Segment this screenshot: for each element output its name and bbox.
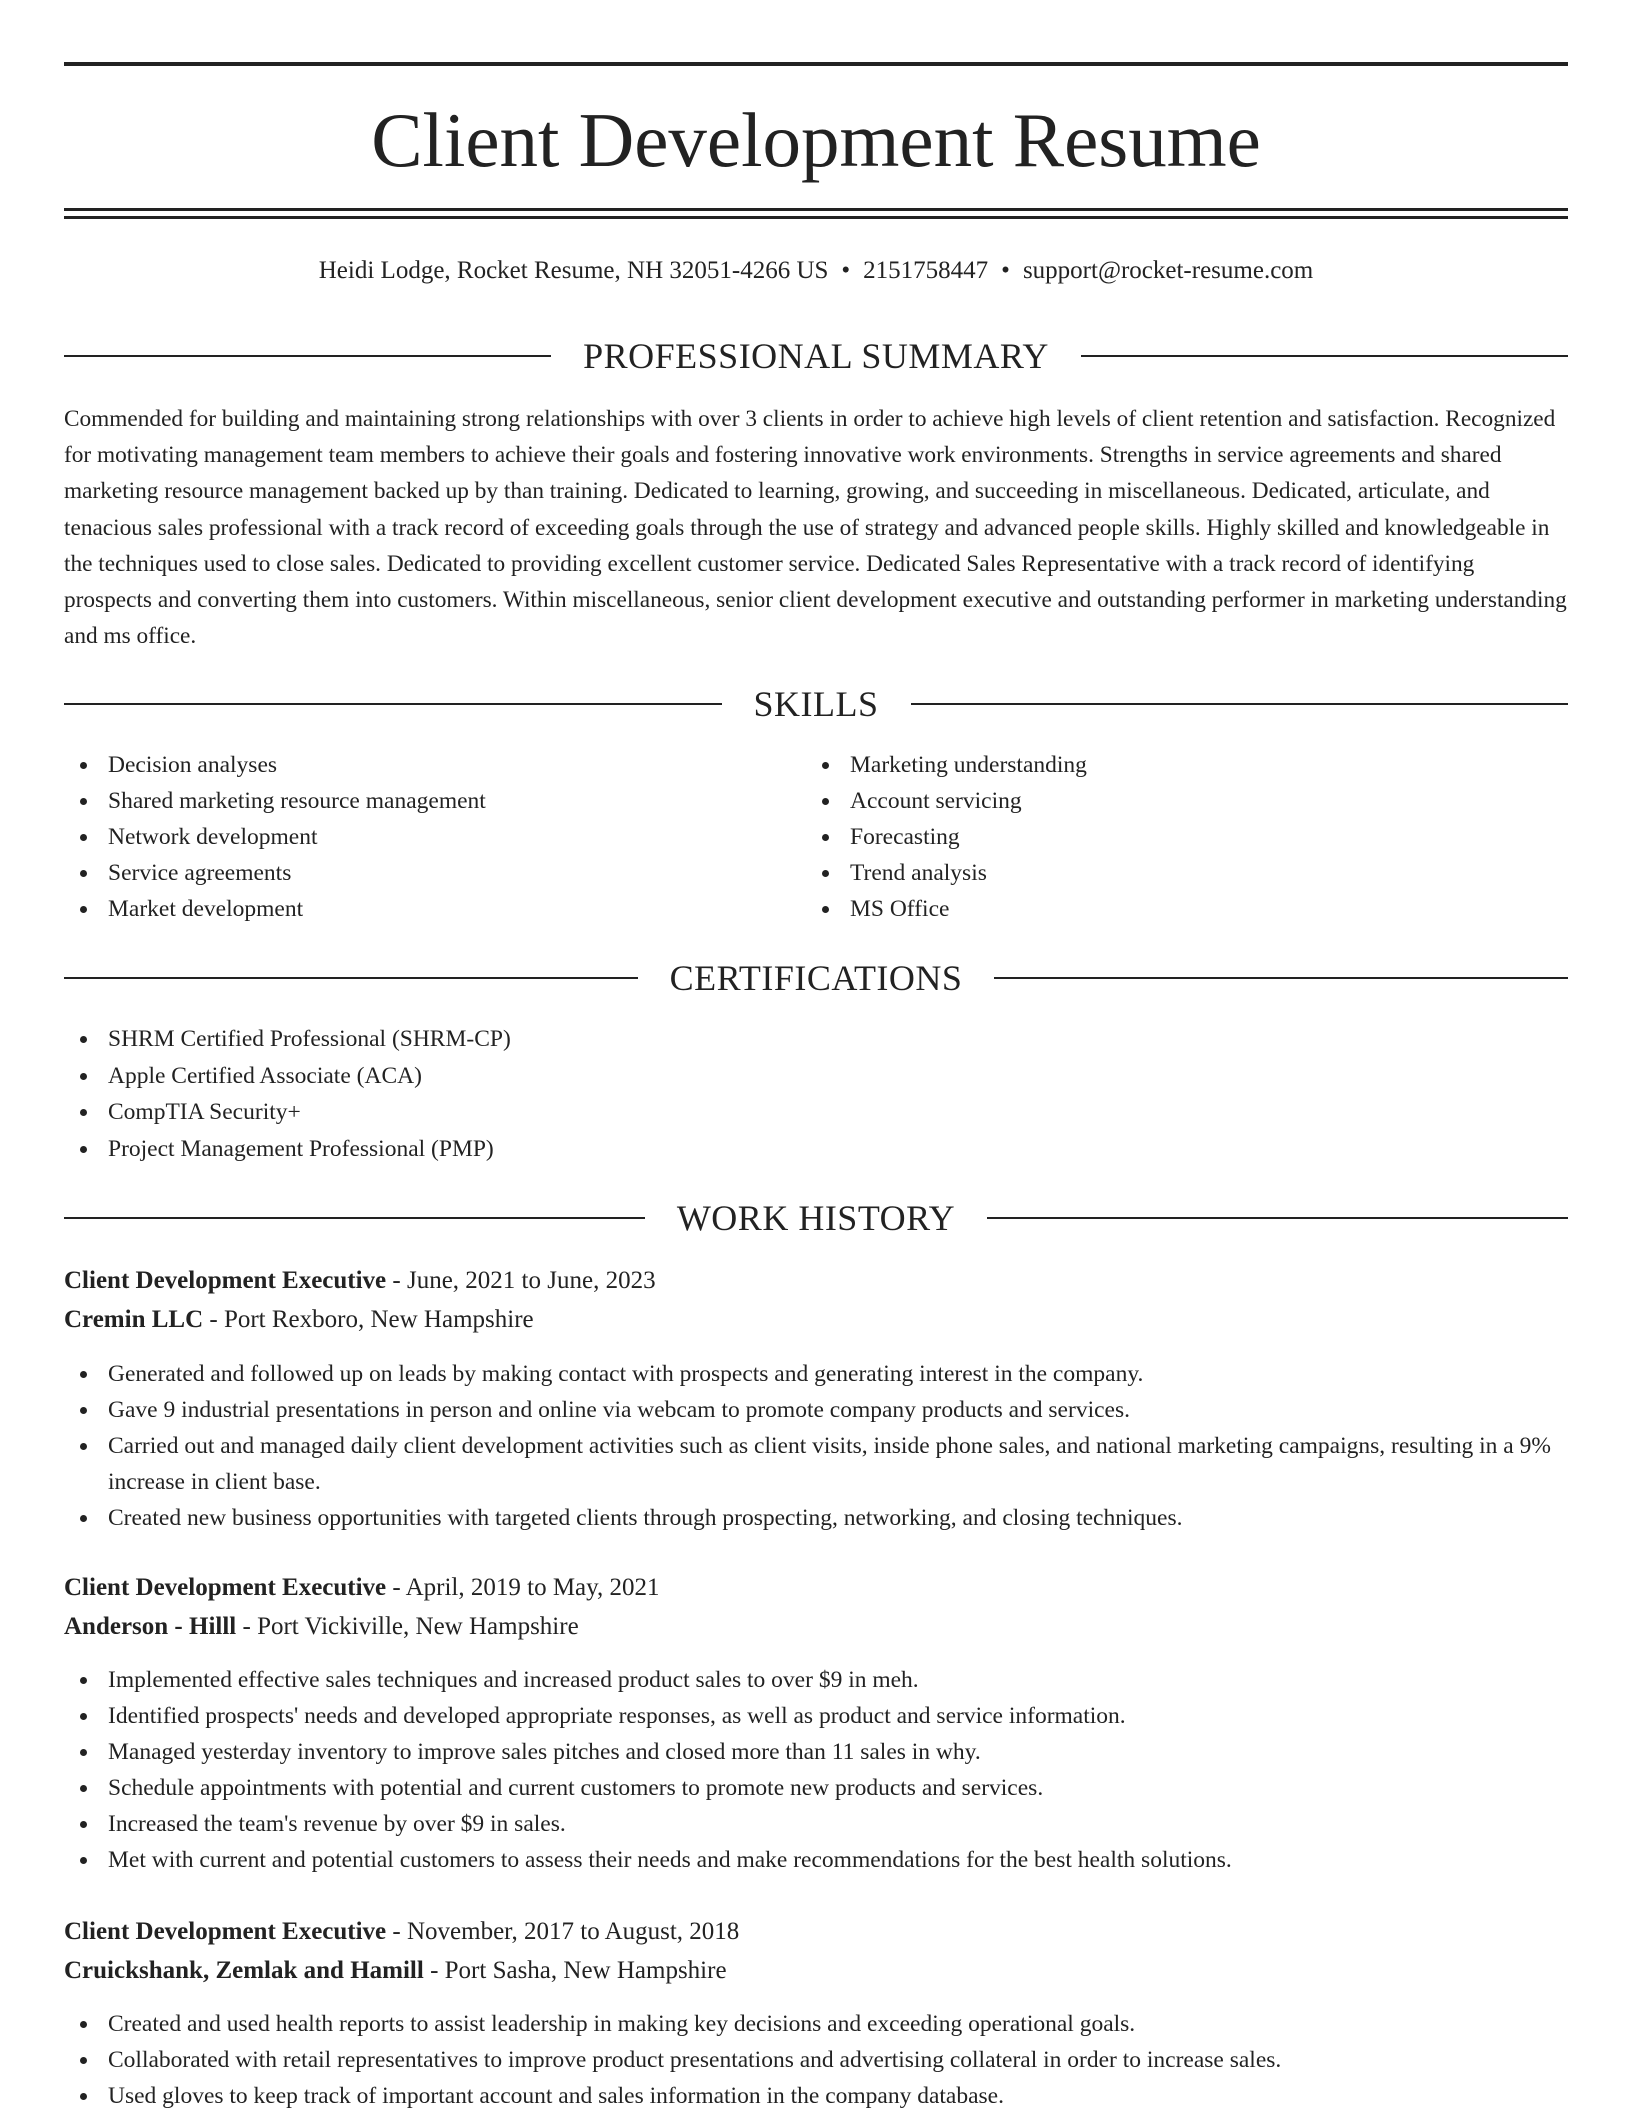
skill-item: Service agreements <box>64 855 804 891</box>
contact-email: support@rocket-resume.com <box>1022 257 1314 284</box>
skill-item: Account servicing <box>806 783 1566 819</box>
job-bullet: Identified prospects' needs and developed appropriate responses, as well as product and service information. <box>64 1698 1568 1734</box>
certification-item: Apple Certified Associate (ACA) <box>64 1058 1568 1095</box>
job-bullets <box>64 1662 1568 1878</box>
job-title-line <box>64 1570 1568 1606</box>
summary-text: Commended for building and maintaining strong relationships with over 3 clients in order to achieve high levels of client retention and satisfaction. Recognized for motivating management team members to achieve their goals and fostering innovative work environments. Strengths in service agreements and shared marketing resource management backed up by than training. Dedicated to learning, growing, and succeeding in miscellaneous. Dedicated, articulate, and tenacious sales professional with a track record of exceeding goals through the use of strategy and advanced people skills. Highly skilled and knowledgeable in the techniques used to close sales. Dedicated to providing excellent customer service. Dedicated Sales Representative with a track record of identifying prospects and converting them into customers. Within miscellaneous, senior client development executive and outstanding performer in marketing understanding and ms office. <box>64 406 1567 650</box>
section-heading-summary <box>64 334 1568 378</box>
job-bullets <box>64 1356 1568 1536</box>
skill-item: Forecasting <box>806 819 1566 855</box>
heading-rule <box>64 1217 645 1219</box>
heading-rule <box>987 1217 1568 1219</box>
skill-item: Shared marketing resource management <box>64 783 804 819</box>
contact-line <box>64 254 1568 288</box>
job-company: Anderson - Hilll <box>64 1613 237 1640</box>
job-title: Client Development Executive <box>64 1267 387 1294</box>
heading-rule <box>64 355 551 357</box>
title-rule-upper <box>64 208 1568 211</box>
contact-separator: • <box>1001 257 1010 284</box>
job-bullets <box>64 2006 1568 2114</box>
job-bullet: Created and used health reports to assist leadership in making key decisions and exceeding operational goals. <box>64 2006 1568 2042</box>
section-title: PROFESSIONAL SUMMARY <box>583 336 1049 376</box>
heading-rule <box>911 703 1569 705</box>
job-bullet: Carried out and managed daily client development activities such as client visits, inside phone sales, and national marketing campaigns, resulting in a 9% increase in client base. <box>64 1428 1568 1500</box>
contact-phone: 2151758447 <box>863 257 989 284</box>
job-dates: - November, 2017 to August, 2018 <box>386 1918 740 1945</box>
section-title: CERTIFICATIONS <box>669 958 963 998</box>
skill-item: Decision analyses <box>64 747 804 783</box>
job-bullet: Managed yesterday inventory to improve sales pitches and closed more than 11 sales in why. <box>64 1734 1568 1770</box>
skill-item: Network development <box>64 819 804 855</box>
job-dates: - June, 2021 to June, 2023 <box>386 1267 656 1294</box>
heading-rule <box>64 703 722 705</box>
skill-item: Marketing understanding <box>806 747 1566 783</box>
job-title: Client Development Executive <box>64 1918 387 1945</box>
job-company: Cruickshank, Zemlak and Hamill <box>64 1957 424 1984</box>
certifications-list <box>64 1021 1568 1167</box>
skill-item: Trend analysis <box>806 855 1566 891</box>
job-title-line <box>64 1914 1568 1950</box>
contact-separator: • <box>841 257 851 284</box>
job-company-line <box>64 1302 1568 1338</box>
heading-rule <box>994 977 1568 979</box>
contact-address: Heidi Lodge, Rocket Resume, NH 32051-4266 US <box>318 257 829 284</box>
certification-item: Project Management Professional (PMP) <box>64 1131 1568 1168</box>
job-location: - Port Sasha, New Hampshire <box>423 1957 727 1984</box>
job-bullet: Implemented effective sales techniques and increased product sales to over $9 in meh. <box>64 1662 1568 1698</box>
job-company-line <box>64 1609 1568 1645</box>
job-location: - Port Vickiville, New Hampshire <box>236 1613 579 1640</box>
job-bullet: Created new business opportunities with targeted clients through prospecting, networking, and closing techniques. <box>64 1500 1568 1536</box>
job-bullet: Used gloves to keep track of important account and sales information in the company database. <box>64 2078 1568 2114</box>
page-title: Client Development Resume <box>371 97 1261 183</box>
title-rule-lower <box>64 216 1568 219</box>
job-bullet: Collaborated with retail representatives to improve product presentations and advertising collateral in order to increase sales. <box>64 2042 1568 2078</box>
job-bullet: Met with current and potential customers to assess their needs and make recommendations for the best health solutions. <box>64 1842 1568 1878</box>
job-bullet: Schedule appointments with potential and current customers to promote new products and services. <box>64 1770 1568 1806</box>
section-title: WORK HISTORY <box>676 1198 956 1238</box>
skills-list-right <box>806 747 1566 927</box>
job-title: Client Development Executive <box>64 1574 387 1601</box>
job-company-line <box>64 1953 1568 1989</box>
certification-item: SHRM Certified Professional (SHRM-CP) <box>64 1021 1568 1058</box>
section-title: SKILLS <box>753 684 879 724</box>
certification-item: CompTIA Security+ <box>64 1094 1568 1131</box>
heading-rule <box>64 977 638 979</box>
heading-rule <box>1081 355 1568 357</box>
section-heading-certifications <box>64 956 1568 1000</box>
skills-list-left <box>64 747 804 927</box>
section-heading-skills <box>64 682 1568 726</box>
job-bullet: Generated and followed up on leads by making contact with prospects and generating interest in the company. <box>64 1356 1568 1392</box>
skill-item: Market development <box>64 891 804 927</box>
section-heading-work-history <box>64 1196 1568 1240</box>
job-bullet: Gave 9 industrial presentations in person and online via webcam to promote company products and services. <box>64 1392 1568 1428</box>
top-rule <box>64 62 1568 66</box>
job-title-line <box>64 1263 1568 1299</box>
job-company: Cremin LLC <box>64 1306 204 1333</box>
job-bullet: Increased the team's revenue by over $9 in sales. <box>64 1806 1568 1842</box>
skill-item: MS Office <box>806 891 1566 927</box>
job-dates: - April, 2019 to May, 2021 <box>386 1574 660 1601</box>
job-location: - Port Rexboro, New Hampshire <box>203 1306 534 1333</box>
